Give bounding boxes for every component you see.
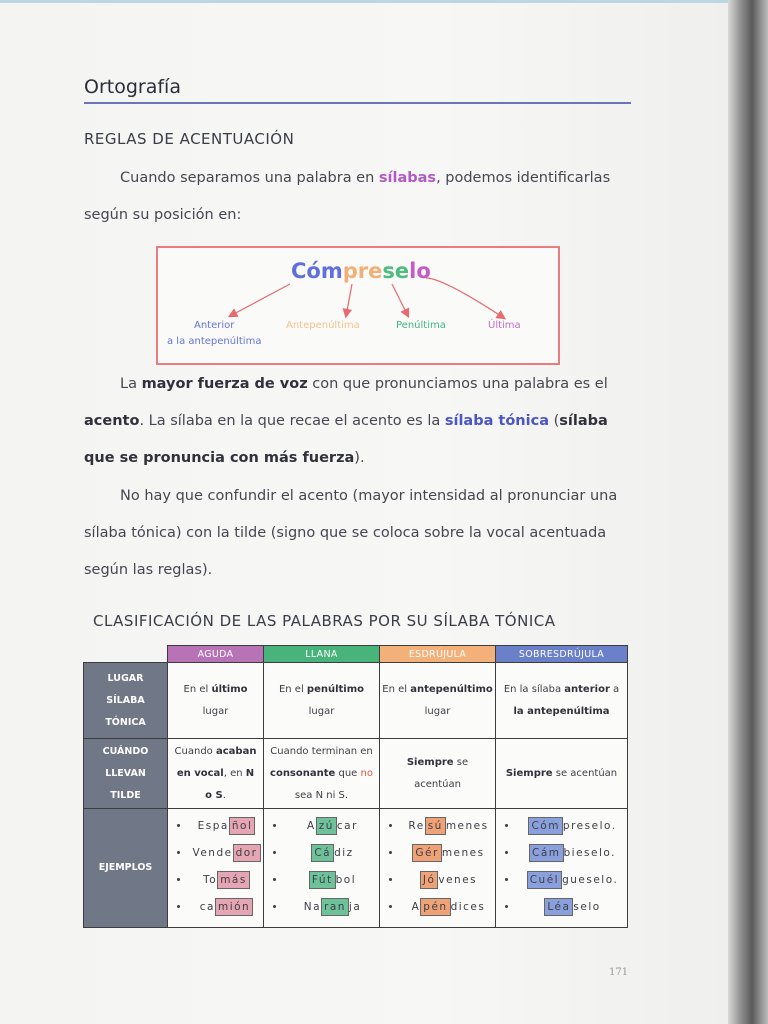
example-pre: Espa [197,820,229,832]
page-number: 171 [609,967,629,978]
row-label-lugar-3: TÓNICA [105,716,146,728]
cuando-aguda-bold-2: en vocal [176,767,224,779]
cuando-sobre-bold: Siempre [505,767,553,779]
tilde-text: No hay que confundir el acento (mayor intensidad al pronunciar una sílaba tónica) con la tilde (signo que se coloca sobre la vocal acentuada según las reglas). [84,488,618,578]
lugar-esdrujula-text: En el [382,683,411,695]
accent-bold-1: mayor fuerza de voz [141,376,308,392]
example-post: selo [573,901,601,913]
tonic-syllable: más [217,871,250,889]
lugar-llana-bold: penúltimo [306,683,365,695]
label-anterior-1: Anterior [194,320,235,331]
row-label-cuando-1: CUÁNDO [102,745,149,757]
accent-paragraph [84,366,631,477]
row-label-lugar [84,663,168,739]
example-post: menes [441,847,485,859]
word-part-2: pre [342,259,383,283]
header-esdrujula: ESDRÚJULA [380,646,496,663]
example-post: preselo. [562,820,617,832]
row-label-ejemplos: EJEMPLOS [84,809,168,928]
accent-bold-2: acento [84,413,140,429]
example-item [518,869,627,896]
lugar-esdrujula [380,663,496,739]
example-pre: Re [408,820,425,832]
example-post: venes [438,874,478,886]
classification-table [83,645,628,928]
intro-text-1: Cuando separamos una palabra en [120,170,379,186]
cuando-aguda [168,739,264,809]
tonic-syllable: Cá [311,844,334,862]
cuando-aguda-text-3: . [222,789,226,801]
section-title: Ortografía [84,76,181,98]
label-anterior-2: a la antepenúltima [167,336,262,347]
tonic-syllable: pén [420,898,450,916]
ejemplos-llana [264,809,380,928]
example-item [286,815,379,842]
intro-paragraph [84,160,631,234]
tonic-syllable: sú [425,817,446,835]
lugar-aguda [168,663,264,739]
intro-highlight: sílabas [378,170,437,186]
lugar-llana [264,663,380,739]
example-post: car [336,820,358,832]
accent-bold-3: sílaba que se pronuncia con más fuerza [84,413,608,466]
book-spine [728,0,768,1024]
lugar-aguda-text-2: lugar [202,705,229,717]
lugar-esdrujula-bold: antepenúltimo [410,683,493,695]
label-ultima: Última [488,320,521,331]
row-label-cuando-3: TILDE [110,789,141,801]
ejemplos-sobresdrujula [496,809,628,928]
example-item [518,896,627,923]
tonic-syllable: Gér [412,844,441,862]
arrow-penultima [392,284,408,316]
lugar-aguda-text: En el [183,683,212,695]
example-item [190,869,263,896]
table-header-row [84,646,628,663]
cuando-llana-text: Cuando terminan en [270,745,373,757]
lugar-sobre-text-2: a [609,683,620,695]
row-ejemplos [84,809,628,928]
example-item [518,842,627,869]
accent-highlight: sílaba tónica [444,413,549,429]
example-item [286,842,379,869]
diagram-word [291,259,431,283]
example-item [402,869,495,896]
example-pre: A [411,901,421,913]
lugar-sobresdrujula [496,663,628,739]
tonic-syllable: Cám [529,844,564,862]
example-item [286,896,379,923]
example-pre: Vende [192,847,233,859]
word-part-1: Cóm [291,259,343,283]
row-cuando [84,739,628,809]
cuando-aguda-bold-1: acaban [215,745,257,757]
lugar-llana-text: En el [278,683,307,695]
row-label-cuando [84,739,168,809]
cuando-sobre-text: se acentúan [552,767,618,779]
rules-heading: REGLAS DE ACENTUACIÓN [84,130,295,148]
row-label-lugar-2: SÍLABA [106,694,145,706]
lugar-aguda-bold: último [211,683,248,695]
tonic-syllable: ran [321,898,349,916]
header-llana: LLANA [264,646,380,663]
example-pre: A [307,820,316,832]
cuando-aguda-bold-4: o S [205,789,223,801]
label-penultima: Penúltima [396,320,446,331]
example-post: gueselo. [562,874,619,886]
row-lugar [84,663,628,739]
table-corner [84,646,168,663]
cuando-llana-no: no [360,767,373,779]
example-item [190,896,263,923]
tonic-syllable: mión [215,898,253,916]
arrow-anterior [230,284,290,316]
cuando-esdrujula [380,739,496,809]
row-label-lugar-1: LUGAR [107,672,144,684]
example-item [190,842,263,869]
cuando-aguda-bold-3: N [245,767,255,779]
lugar-sobre-bold: anterior [564,683,610,695]
example-item [402,815,495,842]
example-post: dices [450,901,486,913]
label-antepenultima: Antepenúltima [286,320,360,331]
cuando-llana-text-2: que [335,767,361,779]
tonic-syllable: dor [233,844,261,862]
lugar-esdrujula-text-2: lugar [424,705,451,717]
header-aguda: AGUDA [168,646,264,663]
ejemplos-aguda [168,809,264,928]
syllable-diagram [156,246,560,365]
page-top-edge [0,0,730,3]
cuando-esdrujula-text-2: acentúan [414,778,461,790]
cuando-llana-bold: consonante [270,767,336,779]
example-item [518,815,627,842]
example-item [402,896,495,923]
cuando-aguda-text-2: , en [223,767,246,779]
intro-text-2: , podemos identificarlas según su posición en: [84,170,611,223]
example-post: diz [334,847,354,859]
tonic-syllable: Fút [309,871,336,889]
cuando-esdrujula-text: se [453,756,469,768]
example-post: ja [348,901,362,913]
tilde-paragraph [84,478,631,589]
example-post: bol [335,874,357,886]
cuando-llana-text-3: sea N ni S. [294,789,349,801]
accent-text-3: . La sílaba en la que recae el acento es la [139,413,445,429]
cuando-aguda-text: Cuando [174,745,216,757]
lugar-sobre-text: En la sílaba [503,683,565,695]
arrow-antepenultima [346,284,352,316]
lugar-sobre-bold-2: la antepenúltima [513,705,610,717]
ejemplos-esdrujula [380,809,496,928]
cuando-esdrujula-bold: Siempre [406,756,454,768]
accent-text-4: ( [548,413,560,429]
table-title: CLASIFICACIÓN DE LAS PALABRAS POR SU SÍLABA TÓNICA [93,612,556,630]
tonic-syllable: Léa [544,898,573,916]
word-part-4: lo [409,259,431,283]
lugar-llana-text-2: lugar [308,705,335,717]
accent-text-1: La [120,376,142,392]
example-post: menes [445,820,489,832]
example-post: bieselo. [563,847,616,859]
row-label-cuando-2: LLEVAN [105,767,146,779]
tonic-syllable: ñol [229,817,256,835]
tonic-syllable: Jó [420,871,439,889]
cuando-sobresdrujula [496,739,628,809]
accent-text-2: con que pronunciamos una palabra es el [307,376,608,392]
arrow-ultima [426,278,504,318]
tonic-syllable: Cuél [527,871,562,889]
header-sobresdrujula: SOBRESDRÚJULA [496,646,628,663]
cuando-llana [264,739,380,809]
example-pre: ca [199,901,215,913]
example-pre: To [203,874,218,886]
example-item [190,815,263,842]
word-part-3: se [382,259,410,283]
accent-text-5: ). [354,450,365,466]
tonic-syllable: zú [316,817,337,835]
title-underline [84,102,631,104]
example-item [402,842,495,869]
example-pre: Na [303,901,322,913]
tonic-syllable: Cóm [528,817,562,835]
example-item [286,869,379,896]
